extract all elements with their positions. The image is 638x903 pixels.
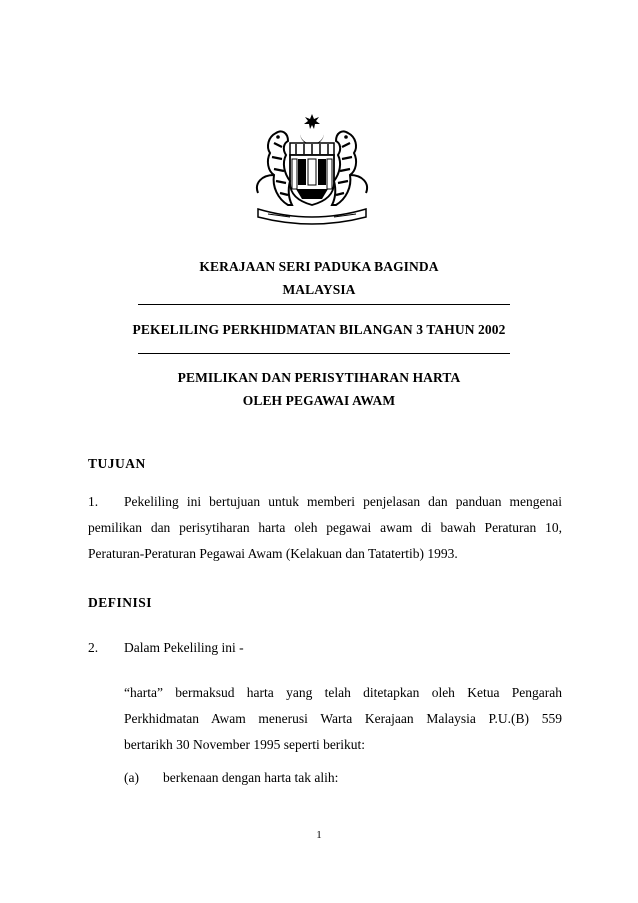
circular-title: PEKELILING PERKHIDMATAN BILANGAN 3 TAHUN 2002 [132, 322, 506, 337]
definition-line: bertarikh 30 November 1995 seperti berikut: [124, 737, 366, 752]
list-item-label: (a) [124, 770, 139, 785]
paragraph-number: 2. [88, 640, 99, 655]
page-number: 1 [316, 829, 322, 841]
malaysia-coat-of-arms-icon [238, 113, 386, 225]
divider-bottom [138, 353, 510, 354]
paragraph-1 [88, 489, 562, 567]
country-name: MALAYSIA [282, 282, 356, 297]
paragraph-1-line: Peraturan-Peraturan Pegawai Awam (Kelakuan dan Tatatertib) 1993. [88, 546, 458, 561]
subject-line-2: OLEH PEGAWAI AWAM [242, 393, 396, 408]
definition-line: “harta” bermaksud harta yang telah ditetapkan oleh Ketua Pengarah [124, 685, 562, 700]
paragraph-2-text: Dalam Pekeliling ini - [124, 640, 244, 655]
divider-top [138, 304, 510, 305]
definition-paragraph [124, 680, 562, 758]
paragraph-number: 1. [88, 494, 99, 509]
government-title: KERAJAAN SERI PADUKA BAGINDA [199, 259, 439, 274]
paragraph-1-line: Pekeliling ini bertujuan untuk memberi penjelasan dan panduan mengenai [124, 494, 562, 509]
paragraph-1-line: pemilikan dan perisytiharan harta oleh pegawai awam di bawah Peraturan 10, [88, 520, 562, 535]
section-heading-tujuan: TUJUAN [88, 456, 146, 471]
definition-line: Perkhidmatan Awam menerusi Warta Kerajaan Malaysia P.U.(B) 559 [124, 711, 562, 726]
list-item-text: berkenaan dengan harta tak alih: [163, 770, 339, 785]
section-heading-definisi: DEFINISI [88, 595, 153, 610]
subject-line-1: PEMILIKAN DAN PERISYTIHARAN HARTA [177, 370, 461, 385]
